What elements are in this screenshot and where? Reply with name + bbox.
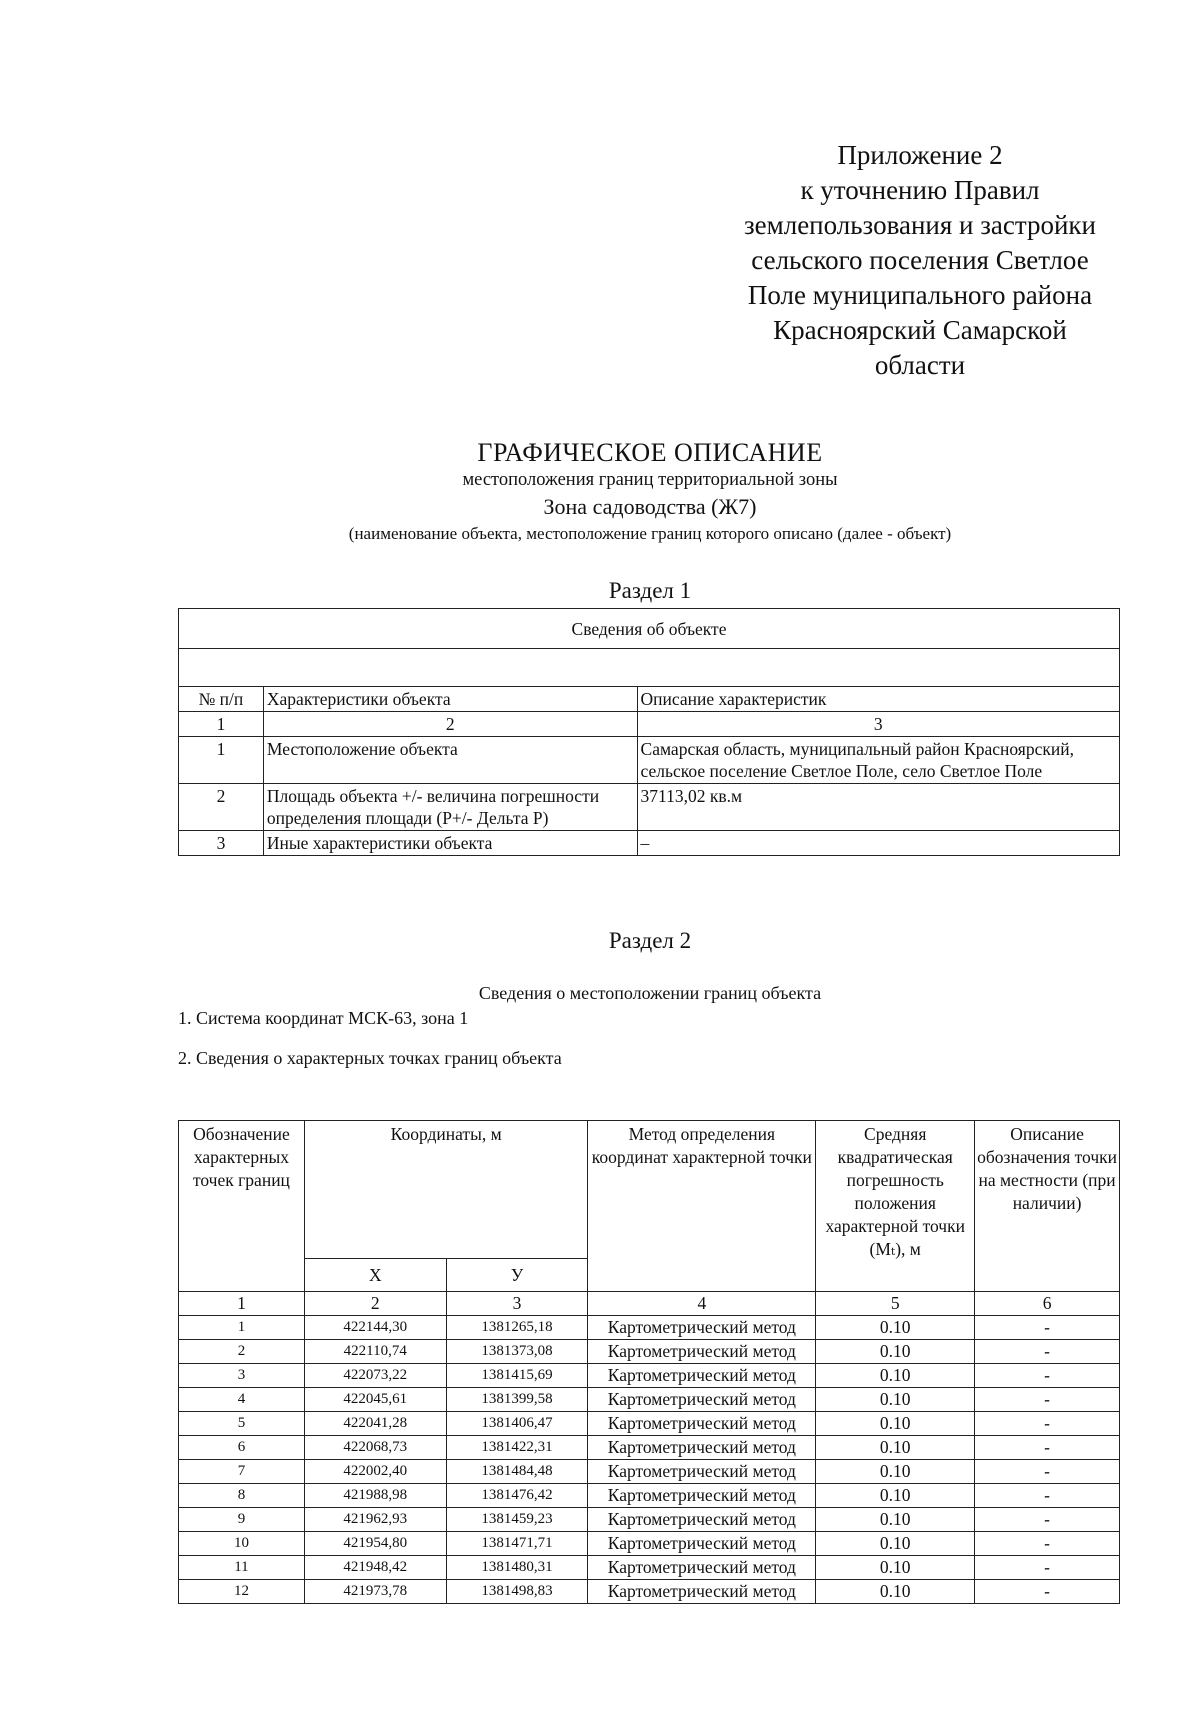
point-x: 421962,93 bbox=[304, 1508, 446, 1532]
col-number: 2 bbox=[304, 1292, 446, 1316]
appendix-line: Приложение 2 bbox=[837, 140, 1003, 170]
row-num: 1 bbox=[179, 737, 264, 784]
point-id: 3 bbox=[179, 1364, 305, 1388]
point-method: Картометрический метод bbox=[588, 1580, 816, 1604]
point-id: 6 bbox=[179, 1436, 305, 1460]
col-number: 5 bbox=[816, 1292, 975, 1316]
point-y: 1381476,42 bbox=[446, 1484, 588, 1508]
col-number: 6 bbox=[975, 1292, 1120, 1316]
point-y: 1381498,83 bbox=[446, 1580, 588, 1604]
header-error: Средняя квадратическая погрешность положения характерной точки (Mₜ), м bbox=[816, 1121, 975, 1292]
col-number: 1 bbox=[179, 712, 264, 737]
boundary-points-table bbox=[178, 1120, 1120, 1604]
col-number: 4 bbox=[588, 1292, 816, 1316]
point-method: Картометрический метод bbox=[588, 1556, 816, 1580]
object-info-table bbox=[178, 608, 1120, 856]
point-error: 0.10 bbox=[816, 1364, 975, 1388]
point-method: Картометрический метод bbox=[588, 1364, 816, 1388]
point-y: 1381471,71 bbox=[446, 1532, 588, 1556]
table-row bbox=[179, 1388, 1120, 1412]
point-x: 421973,78 bbox=[304, 1580, 446, 1604]
point-y: 1381459,23 bbox=[446, 1508, 588, 1532]
zone-name: Зона садоводства (Ж7) bbox=[543, 494, 757, 519]
row-description: – bbox=[637, 831, 1119, 856]
point-method: Картометрический метод bbox=[588, 1460, 816, 1484]
table-row bbox=[179, 1580, 1120, 1604]
header-characteristic: Характеристики объекта bbox=[263, 687, 637, 712]
col-number: 2 bbox=[263, 712, 637, 737]
table-row bbox=[179, 1340, 1120, 1364]
point-method: Картометрический метод bbox=[588, 1436, 816, 1460]
point-id: 5 bbox=[179, 1412, 305, 1436]
point-x: 422110,74 bbox=[304, 1340, 446, 1364]
table-row bbox=[179, 1316, 1120, 1340]
table-row bbox=[179, 1364, 1120, 1388]
header-point-description: Описание обозначения точки на местности (при наличии) bbox=[975, 1121, 1120, 1292]
point-description: - bbox=[975, 1340, 1120, 1364]
point-error: 0.10 bbox=[816, 1436, 975, 1460]
table-row bbox=[179, 1532, 1120, 1556]
header-designation: Обозначение характерных точек границ bbox=[179, 1121, 305, 1292]
point-y: 1381422,31 bbox=[446, 1436, 588, 1460]
point-error: 0.10 bbox=[816, 1460, 975, 1484]
column-numbers-row bbox=[179, 1292, 1120, 1316]
point-description: - bbox=[975, 1556, 1120, 1580]
col-number: 1 bbox=[179, 1292, 305, 1316]
point-method: Картометрический метод bbox=[588, 1508, 816, 1532]
point-method: Картометрический метод bbox=[588, 1532, 816, 1556]
point-description: - bbox=[975, 1316, 1120, 1340]
point-y: 1381484,48 bbox=[446, 1460, 588, 1484]
point-y: 1381373,08 bbox=[446, 1340, 588, 1364]
point-id: 1 bbox=[179, 1316, 305, 1340]
row-characteristic: Местоположение объекта bbox=[263, 737, 637, 784]
appendix-line: области bbox=[874, 350, 966, 380]
point-x: 422002,40 bbox=[304, 1460, 446, 1484]
table-row bbox=[179, 1460, 1120, 1484]
point-id: 10 bbox=[179, 1532, 305, 1556]
header-x: X bbox=[304, 1259, 446, 1292]
point-id: 12 bbox=[179, 1580, 305, 1604]
header-num: № п/п bbox=[179, 687, 264, 712]
col-number: 3 bbox=[446, 1292, 588, 1316]
points-title: 2. Сведения о характерных точках границ объекта bbox=[178, 1048, 562, 1068]
point-description: - bbox=[975, 1460, 1120, 1484]
header-method: Метод определения координат характерной точки bbox=[588, 1121, 816, 1292]
document-subtitle: местоположения границ территориальной зоны bbox=[462, 470, 838, 490]
point-description: - bbox=[975, 1364, 1120, 1388]
row-description: 37113,02 кв.м bbox=[637, 784, 1119, 831]
coordinate-system: 1. Система координат МСК-63, зона 1 bbox=[178, 1008, 469, 1028]
table-row bbox=[179, 1484, 1120, 1508]
point-method: Картометрический метод bbox=[588, 1484, 816, 1508]
point-error: 0.10 bbox=[816, 1316, 975, 1340]
point-id: 8 bbox=[179, 1484, 305, 1508]
point-method: Картометрический метод bbox=[588, 1340, 816, 1364]
point-description: - bbox=[975, 1388, 1120, 1412]
empty-row bbox=[179, 649, 1120, 687]
point-id: 7 bbox=[179, 1460, 305, 1484]
point-y: 1381415,69 bbox=[446, 1364, 588, 1388]
point-error: 0.10 bbox=[816, 1580, 975, 1604]
point-description: - bbox=[975, 1484, 1120, 1508]
col-number: 3 bbox=[637, 712, 1119, 737]
point-error: 0.10 bbox=[816, 1484, 975, 1508]
appendix-line: к уточнению Правил bbox=[800, 175, 1040, 205]
point-x: 422144,30 bbox=[304, 1316, 446, 1340]
appendix-line: Красноярский Самарской bbox=[773, 315, 1067, 345]
point-y: 1381399,58 bbox=[446, 1388, 588, 1412]
point-y: 1381406,47 bbox=[446, 1412, 588, 1436]
section1-heading: Раздел 1 bbox=[608, 578, 692, 603]
point-id: 11 bbox=[179, 1556, 305, 1580]
row-characteristic: Иные характеристики объекта bbox=[263, 831, 637, 856]
point-x: 421948,42 bbox=[304, 1556, 446, 1580]
point-x: 422041,28 bbox=[304, 1412, 446, 1436]
point-id: 4 bbox=[179, 1388, 305, 1412]
appendix-header bbox=[730, 138, 1110, 383]
point-x: 421954,80 bbox=[304, 1532, 446, 1556]
appendix-line: сельского поселения Светлое bbox=[751, 245, 1089, 275]
table-row bbox=[179, 1412, 1120, 1436]
point-description: - bbox=[975, 1436, 1120, 1460]
point-error: 0.10 bbox=[816, 1556, 975, 1580]
point-error: 0.10 bbox=[816, 1340, 975, 1364]
point-method: Картометрический метод bbox=[588, 1412, 816, 1436]
header-y: У bbox=[446, 1259, 588, 1292]
points-body bbox=[179, 1292, 1120, 1604]
document-title: ГРАФИЧЕСКОЕ ОПИСАНИЕ bbox=[477, 438, 823, 467]
row-num: 2 bbox=[179, 784, 264, 831]
point-id: 9 bbox=[179, 1508, 305, 1532]
point-error: 0.10 bbox=[816, 1388, 975, 1412]
appendix-line: землепользования и застройки bbox=[743, 210, 1096, 240]
row-num: 3 bbox=[179, 831, 264, 856]
point-method: Картометрический метод bbox=[588, 1388, 816, 1412]
point-error: 0.10 bbox=[816, 1532, 975, 1556]
header-coordinates: Координаты, м bbox=[304, 1121, 588, 1259]
point-x: 421988,98 bbox=[304, 1484, 446, 1508]
object-info-title: Сведения об объекте bbox=[179, 609, 1120, 649]
point-method: Картометрический метод bbox=[588, 1316, 816, 1340]
table-row bbox=[179, 1508, 1120, 1532]
section2-heading: Раздел 2 bbox=[608, 928, 692, 953]
point-description: - bbox=[975, 1580, 1120, 1604]
point-error: 0.10 bbox=[816, 1508, 975, 1532]
point-description: - bbox=[975, 1508, 1120, 1532]
point-x: 422068,73 bbox=[304, 1436, 446, 1460]
header-description: Описание характеристик bbox=[637, 687, 1119, 712]
point-x: 422073,22 bbox=[304, 1364, 446, 1388]
point-y: 1381480,31 bbox=[446, 1556, 588, 1580]
point-description: - bbox=[975, 1532, 1120, 1556]
point-y: 1381265,18 bbox=[446, 1316, 588, 1340]
object-note: (наименование объекта, местоположение границ которого описано (далее - объект) bbox=[348, 524, 952, 543]
section2-info: Сведения о местоположении границ объекта bbox=[478, 983, 822, 1003]
row-description: Самарская область, муниципальный район Красноярский, сельское поселение Светлое Поле, село Светлое Поле bbox=[637, 737, 1119, 784]
row-characteristic: Площадь объекта +/- величина погрешности определения площади (P+/- Дельта P) bbox=[263, 784, 637, 831]
table-row bbox=[179, 1436, 1120, 1460]
table-row bbox=[179, 1556, 1120, 1580]
appendix-line: Поле муниципального района bbox=[747, 280, 1093, 310]
point-x: 422045,61 bbox=[304, 1388, 446, 1412]
point-id: 2 bbox=[179, 1340, 305, 1364]
point-error: 0.10 bbox=[816, 1412, 975, 1436]
point-description: - bbox=[975, 1412, 1120, 1436]
